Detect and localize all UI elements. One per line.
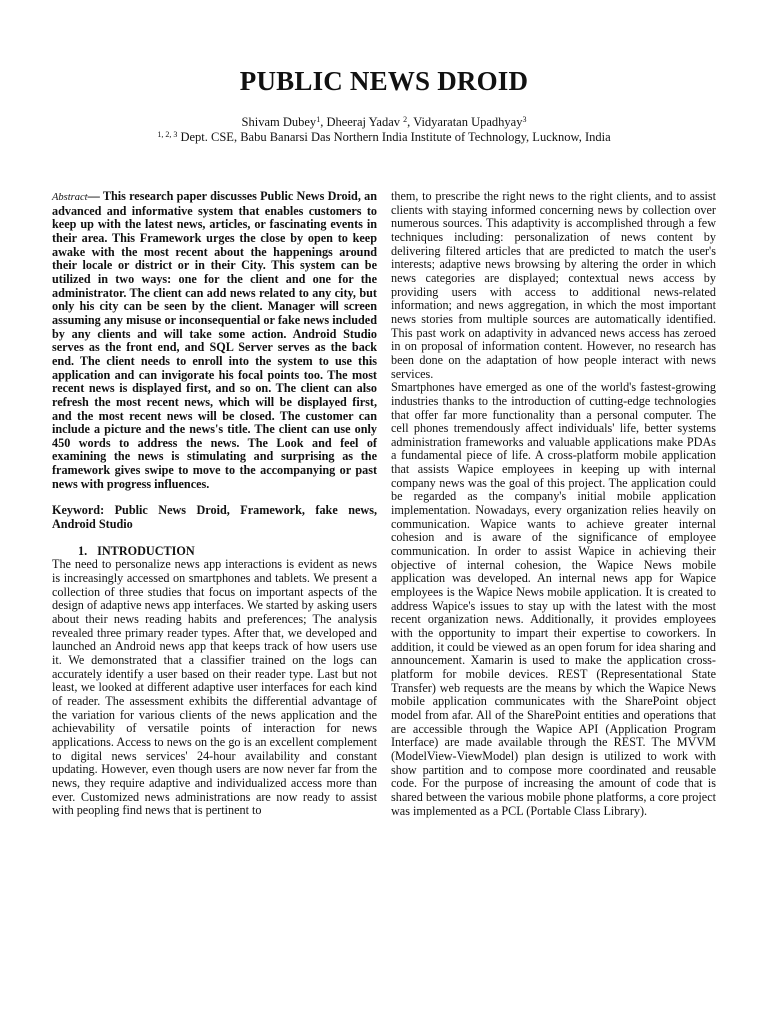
right-column [391, 190, 716, 818]
paper-title: PUBLIC NEWS DROID [239, 66, 529, 96]
affiliation-mark: 1, 2, 3 [157, 130, 178, 139]
abstract-dash: — [87, 189, 100, 203]
section-title: INTRODUCTION [97, 543, 195, 558]
author-name: Shivam Dubey [241, 115, 317, 129]
keywords: Keyword: Public News Droid, Framework, fake news, Android Studio [52, 503, 377, 532]
left-column [52, 190, 377, 818]
abstract-text: This research paper discusses Public News Droid, an advanced and informative system that enables customers to keep up with the latest news, articles, or fascinating events in their area. This Framework urges the close by open to keep awake with the most recent about the happenings around their locale or district or in their City. This system can be utilized in two ways: one for the client and one for the administrator. The client can add news related to any city, but only his city can be seen by the client. Manager will screen assuming any misuse or inconsequential or fake news included by any clients and will take some action. Android Studio serves as the front end, and SQL Server serves as the back end. The client needs to enroll into the system to use this application and can invigorate his focal points too. The most recent news is displayed first, and so on. The client can also refresh the most recent news, which will be displayed first, and the most recent news will be closed. The customer can include a picture and the news's title. The client can use only 450 words to address the news. The Look and feel of examining the news is stimulating and surprising as the framework gives swipe to move to the accompanying or past news with progress influences. [52, 189, 377, 491]
author-name: Dheeraj Yadav [326, 115, 404, 129]
affiliation-text: Dept. CSE, Babu Banarsi Das Northern India Institute of Technology, Lucknow, India [177, 130, 611, 144]
affiliation-line [0, 130, 768, 145]
author-list [0, 115, 768, 130]
author-name: Vidyaratan Upadhyay [413, 115, 523, 129]
intro-paragraph-continued: them, to prescribe the right news to the right clients, and to assist clients with staying informed concerning news by collection over numerous sources. This adaptivity is accomplished through a few techniques including: personalization of news content by delivering filtered articles that are predicted to match the user's interests; adaptive news browsing by altering the order in which news categories are displayed; contextual news access by providing users with access to additional news-related information; and news aggregation, in which the most important news stories from multiple sources are automatically identified. This past work on adaptivity in advanced news access has zeroed in on proposal of information content. However, no research has been done on the adaptation of how people interact with news services. [391, 189, 716, 381]
abstract-label: Abstract [52, 192, 88, 203]
author-affiliation-mark: 1 [316, 115, 321, 124]
author-affiliation-mark: 2 [403, 115, 408, 124]
abstract [52, 190, 377, 491]
author-affiliation-mark: 3 [522, 115, 527, 124]
section-number: 1. [78, 543, 88, 558]
smartphones-paragraph: Smartphones have emerged as one of the world's fastest-growing industries thanks to the introduction of cutting-edge technologies that offer far more functionality than a personal computer. The cell phones tremendously affect individuals' life, better systems administration frameworks and valuable applications make PDAs a fundamental piece of life. A cross-platform mobile application that assists Wapice employees in keeping up with internal company news was the goal of this project. The application could be regarded as the company's initial mobile application implementation. Nowadays, every organization relies heavily on communication. Wapice wants to achieve greater internal cohesion and is aware of the significance of employee communication. In order to assist Wapice in achieving their objective of internal cohesion, the Wapice News mobile application was developed. An internal news app for Wapice employees is the Wapice News mobile application. It is created to address Wapice's issues to stay up with the latest with the most recent organization news. Additionally, it provides employees with the opportunity to impart their expertise to coworkers. In addition, it could be viewed as an open forum for idea sharing and announcement. Xamarin is used to make the application cross-platform for mobile devices. REST (Representational State Transfer) web requests are the means by which the Wapice News mobile application communicates with the SharePoint object model from afar. All of the SharePoint entities and operations that are accessible through the Wapice API (Application Program Interface) are made available through the REST. The MVVM (ModelView-ViewModel) plan design is utilized to work with show partition and to compose more coordinated and reusable code. For the purpose of increasing the amount of code that is shared between the various mobile phone platforms, a core project was implemented as a PCL (Portable Class Library). [391, 380, 716, 818]
author-separator: , [320, 115, 327, 129]
section-heading [52, 545, 377, 559]
author-separator: , [407, 115, 414, 129]
intro-paragraph: The need to personalize news app interactions is evident as news is increasingly accessed on smartphones and tablets. We present a collection of three studies that focus on important aspects of the design of adaptive news app interfaces. We started by asking users about their news reading habits and preferences; The analysis revealed three primary reader types. After that, we developed and launched an Android news app that keeps track of how users use it. We demonstrated that a classifier trained on the logs can accurately identify a user based on their reader type. Last but not least, we looked at different adaptive user interfaces for each kind of reader. The assessment exhibits the differential advantage of the variation for various clients of the news application and the achievability of versatile points of interaction for news applications. Access to news on the go is an excellent complement to digital news services' 24-hour availability and constant updating. However, even though users are now never far from the news, they require adaptive and individualized access more than ever. Customized news administrations are now ready to assist with peopling find news that is pertinent to [52, 557, 377, 818]
